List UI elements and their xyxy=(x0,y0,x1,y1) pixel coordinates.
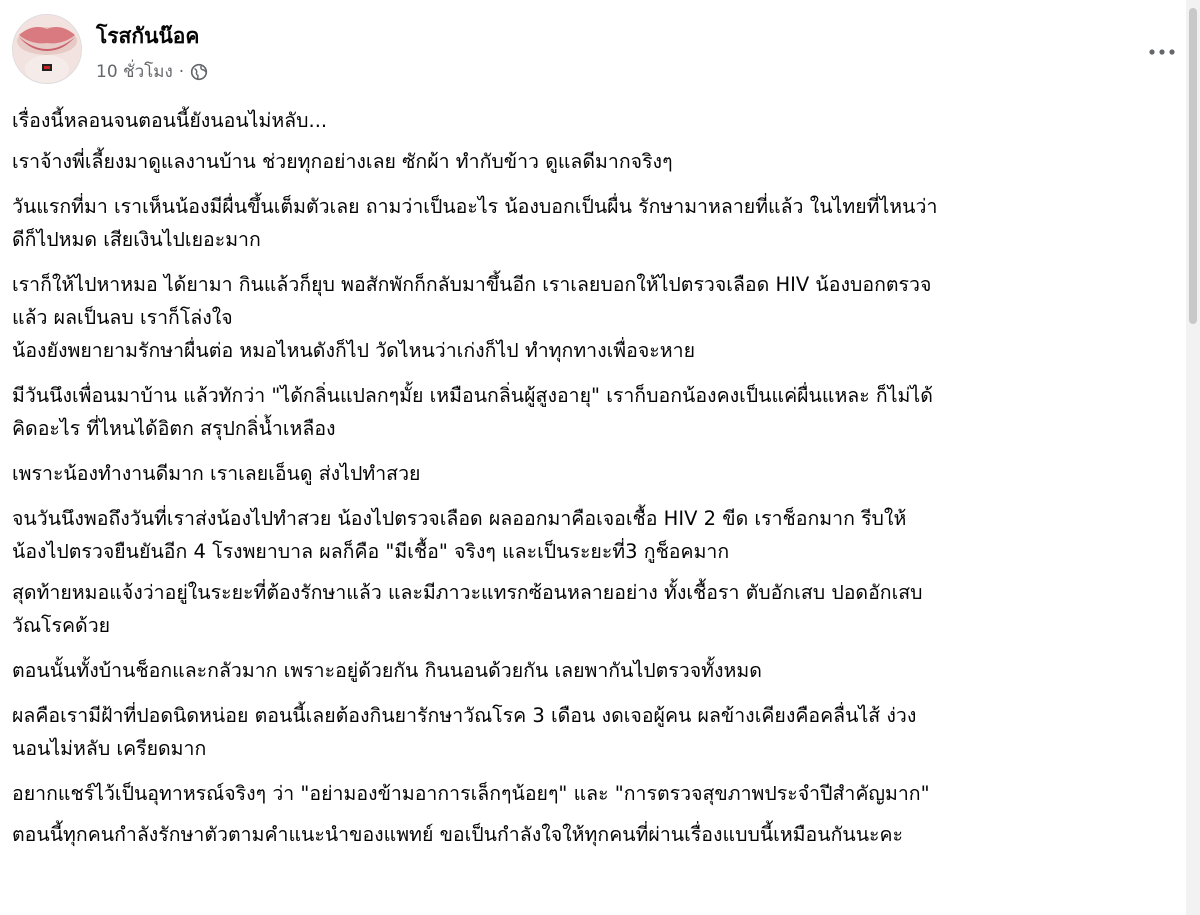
post-paragraph xyxy=(12,379,1180,445)
post-line: สุดท้ายหมอแจ้งว่าอยู่ในระยะที่ต้องรักษาแล้ว และมีภาวะแทรกซ้อนหลายอย่าง ทั้งเชื้อรา ตับอักเสบ ปอดอักเสบ xyxy=(12,581,923,604)
scrollbar-thumb[interactable] xyxy=(1189,8,1197,324)
meta-separator: · xyxy=(178,61,185,82)
post-line: วันแรกที่มา เราเห็นน้องมีผื่นขึ้นเต็มตัวเลย ถามว่าเป็นอะไร น้องบอกเป็นผื่น รักษามาหลายที่แล้ว ในไทยที่ไหนว่า xyxy=(12,195,938,218)
post-line: ผลคือเรามีฝ้าที่ปอดนิดหน่อย ตอนนี้เลยต้องกินยารักษาวัณโรค 3 เดือน งดเจอผู้คน ผลข้างเคียงคือคลื่นไส้ ง่วง xyxy=(12,704,917,727)
post-line: เราก็ให้ไปหาหมอ ได้ยามา กินแล้วก็ยุบ พอสักพักก็กลับมาขึ้นอีก เราเลยบอกให้ไปตรวจเลือด HIV น้องบอกตรวจ xyxy=(12,273,932,296)
post-line: แล้ว ผลเป็นลบ เราก็โล่งใจ xyxy=(12,306,233,329)
post-line: ดีก็ไปหมด เสียเงินไปเยอะมาก xyxy=(12,228,261,251)
post-body xyxy=(12,104,1180,851)
post-line: เพราะน้องทำงานดีมาก เราเลยเอ็นดู ส่งไปทำสวย xyxy=(12,462,421,485)
post-line: คิดอะไร ที่ไหนได้อิตก สรุปกลิ่น้ำเหลือง xyxy=(12,417,336,440)
post-line: นอนไม่หลับ เครียดมาก xyxy=(12,737,207,760)
post-paragraph xyxy=(12,654,1180,687)
post-paragraph xyxy=(12,145,1180,178)
post-line: เรื่องนี้หลอนจนตอนนี้ยังนอนไม่หลับ... xyxy=(12,109,328,132)
post-paragraph xyxy=(12,576,1180,642)
post-line: น้องยังพยายามรักษาผื่นต่อ หมอไหนดังก็ไป วัดไหนว่าเก่งก็ไป ทำทุกทางเพื่อจะหาย xyxy=(12,339,696,362)
more-options-icon xyxy=(1148,48,1176,56)
post-meta xyxy=(96,58,208,85)
post-paragraph xyxy=(12,699,1180,765)
post-header xyxy=(12,14,1182,84)
post-time[interactable]: 10 ชั่วโมง xyxy=(96,62,173,82)
scrollbar[interactable] xyxy=(1186,0,1200,915)
post-paragraph xyxy=(12,268,1180,334)
avatar[interactable] xyxy=(12,14,82,84)
post-paragraph xyxy=(12,190,1180,256)
post-paragraph xyxy=(12,818,1180,851)
post-line: เราจ้างพี่เลี้ยงมาดูแลงานบ้าน ช่วยทุกอย่างเลย ซักผ้า ทำกับข้าว ดูแลดีมากจริงๆ xyxy=(12,150,673,173)
avatar-image xyxy=(13,15,81,83)
post-line: อยากแชร์ไว้เป็นอุทาหรณ์จริงๆ ว่า "อย่ามองข้ามอาการเล็กๆน้อยๆ" และ "การตรวจสุขภาพประจำปีสำคัญมาก" xyxy=(12,782,930,805)
post-line: ตอนนั้นทั้งบ้านช็อกและกลัวมาก เพราะอยู่ด้วยกัน กินนอนด้วยกัน เลยพากันไปตรวจทั้งหมด xyxy=(12,659,762,682)
more-options-button[interactable] xyxy=(1144,34,1180,70)
post-paragraph xyxy=(12,334,1180,367)
author-name[interactable]: โรสกันน๊อค xyxy=(96,24,200,48)
globe-icon xyxy=(190,63,208,81)
post-line: น้องไปตรวจยืนยันอีก 4 โรงพยาบาล ผลก็คือ "มีเชื้อ" จริงๆ และเป็นระยะที่3 กูช็อคมาก xyxy=(12,540,730,563)
post-line: จนวันนึงพอถึงวันที่เราส่งน้องไปทำสวย น้องไปตรวจเลือด ผลออกมาคือเจอเชื้อ HIV 2 ขีด เราช็อกมาก รีบให้ xyxy=(12,507,907,530)
post-line: มีวันนึงเพื่อนมาบ้าน แล้วทักว่า "ได้กลิ่นแปลกๆมั้ย เหมือนกลิ่นผู้สูงอายุ" เราก็บอกน้องคงเป็นแค่ผื่นแหละ ก็ไม่ได้ xyxy=(12,384,933,407)
post-paragraph xyxy=(12,777,1180,810)
post-line: ตอนนี้ทุกคนกำลังรักษาตัวตามคำแนะนำของแพทย์ ขอเป็นกำลังใจให้ทุกคนที่ผ่านเรื่องแบบนี้เหมือนกันนะคะ xyxy=(12,823,904,846)
post-paragraph xyxy=(12,104,1180,137)
post-line: วัณโรคด้วย xyxy=(12,614,111,637)
post-paragraph xyxy=(12,502,1180,568)
post-paragraph xyxy=(12,457,1180,490)
